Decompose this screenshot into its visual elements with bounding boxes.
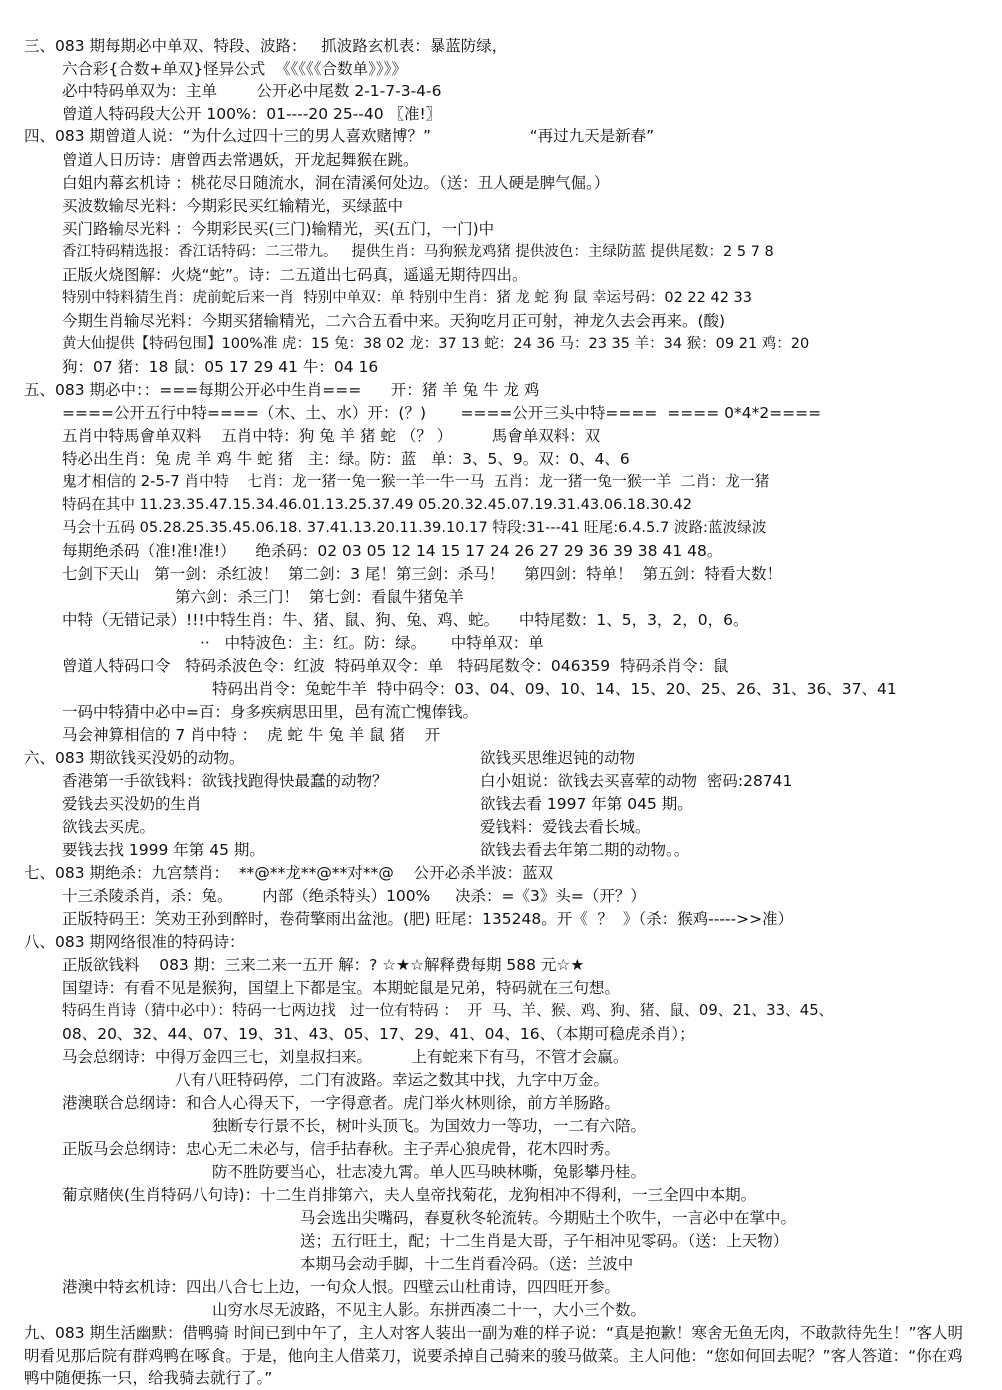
text-line: 爱钱料：爱钱去看长城。 [480, 818, 651, 836]
section-9-paragraph: 九、083 期生活幽默：借鸭骑 时间已到中午了，主人对客人装出一副为难的样子说：“真是抱歉！寒舍无鱼无肉，不敢款待先生！”客人明明看见那后院有群鸡鸭在啄食。于是，他向主人借菜刀，说要杀掉自己骑来的骏马做菜。主人问他：“您如何回去呢？”客人答道：“你在鸡鸭中随便拣一只，给我骑去就行了。” [24, 1324, 964, 1387]
text-line: 白姐内幕玄机诗 ：桃花尽日随流水，洞在清溪何处边。（送：丑人硬是脾气倔。） [62, 174, 610, 192]
text-line: 马会神算相信的 7 肖中特 ： 虎 蛇 牛 兔 羊 鼠 猪 开 [62, 726, 441, 744]
text-line: 七剑下天山 第一剑：杀红波！ 第二剑：3 尾！第三剑：杀马！ 第四剑：特单！ 第五剑：特看大数！ [62, 565, 782, 583]
text-line: 欲钱去买虎。 [62, 818, 156, 836]
text-line: 防不胜防要当心，壮志凌九霄。单人匹马映林嘶，兔影攀丹桂。 [212, 1163, 647, 1181]
section-7-heading: 七、083 期绝杀：九宫禁肖： **@**龙**@**对**@ 公开必杀半波：蓝双 [24, 864, 554, 882]
text-line: 香江特码精选报：香江话特码：二三带九。 提供生肖：马狗猴龙鸡猪 提供波色：主绿防蓝 提供尾数：2 5 7 8 [62, 244, 774, 260]
text-line: 葡京赌侠(生肖特码八句诗)：十二生肖排第六，夫人皇帝找菊花，龙狗相冲不得利，一三全四中本期。 [62, 1186, 757, 1204]
text-line: 五肖中特馬會单双料 五肖中特：狗 兔 羊 猪 蛇 （？ ） 馬會单双料：双 [62, 427, 601, 445]
text-line: 中特（无错记录）!!!中特生肖：牛、猪、鼠、狗、兔、鸡、蛇。 中特尾数：1、5，3，2，0，6。 [62, 611, 749, 629]
section-8-heading: 八、083 期网络很准的特码诗： [24, 933, 245, 951]
text-line: 马会十五码 05.28.25.35.45.06.18. 37.41.13.20.11.39.10.17 特段:31---41 旺尾:6.4.5.7 波路:蓝波绿波 [62, 519, 767, 536]
text-line: 独断专行景不长，树叶头顶飞。为国效力一等功，一二有六陪。 [212, 1117, 647, 1135]
text-line: 特码在其中 11.23.35.47.15.34.46.01.13.25.37.49 05.20.32.45.07.19.31.43.06.18.30.42 [62, 496, 692, 513]
text-line: 特必出生肖：兔 虎 羊 鸡 牛 蛇 猪 主：绿。防：蓝 单：3、5、9。双：0、4、6 [62, 450, 630, 468]
section-5-heading: 五、083 期必中：：===每期公开必中生肖=== 开：猪 羊 兔 牛 龙 鸡 [24, 381, 540, 399]
text-line: 特码生肖诗（猜中必中）：特码一七两边找 过一位有特码 ： 开 马、羊、猴、鸡、狗、猪、鼠、09、21、33、45、 [62, 1002, 834, 1019]
text-line: 马会选出尖嘴码，春夏秋冬轮流转。今期贴土个吹牛，一言必中在掌中。 [300, 1209, 797, 1227]
text-line: 送；五行旺土，配；十二生肖是大哥，子午相冲见零码。（送：上天物） [300, 1232, 789, 1250]
text-line: 八有八旺特码停，二门有波路。幸运之数其中找，九字中万金。 [175, 1071, 610, 1089]
section-3-heading: 三、083 期每期必中单双、特段、波路： 抓波路玄机表：暴蓝防绿， [24, 37, 508, 55]
text-line: 正版马会总纲诗：忠心无二未必与，信手拈春秋。主子弄心狼虎骨，花木四时秀。 [62, 1140, 621, 1158]
text-line: 爱钱去买没奶的生肖 [62, 795, 202, 813]
text-line: 08、20、32、44、07、19、31、43、05、17、29、41、04、16、（本期可稳虎杀肖）； [62, 1025, 695, 1043]
text-line: 本期马会动手脚，十二生肖看冷码。（送：兰波中 [300, 1255, 634, 1273]
text-line: 六合彩{合数+单双}怪异公式 《《《《《合数单》》》》 [62, 60, 407, 78]
text-line: 要钱去找 1999 年第 45 期。 [62, 841, 265, 859]
text-line: 香港第一手欲钱料：欲钱找跑得快最蠢的动物？ [62, 772, 388, 790]
text-line: 一码中特猜中必中=百：身多疾病思田里，邑有流亡愧俸钱。 [62, 703, 478, 721]
text-line: 马会总纲诗：中得万金四三七，刘皇叔扫来。 上有蛇来下有马，不管才会赢。 [62, 1048, 629, 1066]
text-line: 港澳中特玄机诗：四出八合七上边，一句众人恨。四壁云山杜甫诗，四四旺开参。 [62, 1278, 621, 1296]
text-line: 欲钱买思维迟钝的动物 [480, 749, 636, 767]
text-line: 鬼才相信的 2-5-7 肖中特 七肖：龙一猪一兔一猴一羊一牛一马 五肖：龙一猪一兔一猴一羊 二肖：龙一猪 [62, 473, 770, 490]
section-4-heading: 四、083 期曾道人说：“为什么过四十三的男人喜欢赌博？” “再过九天是新春” [24, 127, 655, 145]
text-line: 第六剑：杀三门！ 第七剑：看鼠牛猪兔羊 [175, 588, 464, 606]
text-line: 正版火烧图解：火烧“蛇”。诗：二五道出七码真，遥遥无期待四出。 [62, 266, 528, 284]
text-line: 特码出肖令：兔蛇牛羊 特中码令：03、04、09、10、14、15、20、25、26、31、36、37、41 [212, 680, 897, 698]
text-line: 正版欲钱料 083 期：三来二来一五开 解：? ☆★☆解释费每期 588 元☆★ [62, 956, 585, 974]
text-line: 黄大仙提供【特码包围】100%准 虎：15 兔：38 02 龙：37 13 蛇：24 36 马：23 35 羊：34 猴：09 21 鸡：20 [62, 336, 810, 352]
text-line: 欲钱去看 1997 年第 045 期。 [480, 795, 693, 813]
text-line: 曾道人特码口令 特码杀波色令：红波 特码单双令：单 特码尾数令：046359 特码杀肖令：鼠 [62, 657, 729, 675]
text-line: 正版特码王：笑劝王孙到醉时，卷荷擎雨出盆池。(肥) 旺尾：135248。开《 ？ 》（杀：猴鸡----->>准） [62, 910, 794, 928]
text-line: ====公开五行中特====（木、土、水）开：(？) ====公开三头中特==== ==== 0*4*2==== [62, 404, 822, 422]
text-line: 曾道人特码段大公开 100%：01----20 25--40 〖准!〗 [62, 105, 442, 123]
text-line: 山穷水尽无波路，不见主人影。东拼西凑二十一，大小三个数。 [212, 1301, 647, 1319]
text-line: 曾道人日历诗：唐曾西去常遇妖，开龙起舞猴在跳。 [62, 151, 419, 169]
text-line: 买门路输尽光料 ：今期彩民买(三门)输精光，买(五门，一门)中 [62, 220, 495, 238]
text-line: 国望诗：有看不见是猴狗，国望上下都是宝。本期蛇鼠是兄弟，特码就在三句想。 [62, 979, 621, 997]
text-line: 港澳联合总纲诗：和合人心得天下，一字得意者。虎门举火林则徐，前方羊肠路。 [62, 1094, 621, 1112]
text-line: 每期绝杀码（准!准!准!） 绝杀码：02 03 05 12 14 15 17 24 26 27 29 36 39 38 41 48。 [62, 542, 723, 560]
text-line: 狗：07 猪：18 鼠：05 17 29 41 牛：04 16 [62, 358, 379, 376]
text-line: 白小姐说：欲钱去买喜荤的动物 密码:28741 [480, 772, 793, 790]
section-6-heading: 六、083 期欲钱买没奶的动物。 [24, 749, 245, 767]
text-line: 必中特码单双为：主单 公开必中尾数 2-1-7-3-4-6 [62, 82, 442, 100]
text-line: 欲钱去看去年第二期的动物。。 [480, 841, 690, 859]
text-line: 今期生肖输尽光料：今期买猪输精光，二六合五看中来。天狗吃月正可射，神龙久去会再来。(酸) [62, 312, 726, 330]
text-line: ·· 中特波色：主：红。防：绿。 中特单双：单 [200, 634, 544, 652]
text-line: 十三杀陵杀肖，杀：兔。 内部（绝杀特头）100% 决杀：=《3》头=（开？） [62, 887, 646, 905]
text-line: 买波数输尽光料：今期彩民买红输精光，买绿蓝中 [62, 197, 404, 215]
text-line: 特别中特料猜生肖：虎前蛇后来一肖 特别中单双：单 特别中生肖：猪 龙 蛇 狗 鼠 幸运号码：02 22 42 33 [62, 290, 752, 306]
